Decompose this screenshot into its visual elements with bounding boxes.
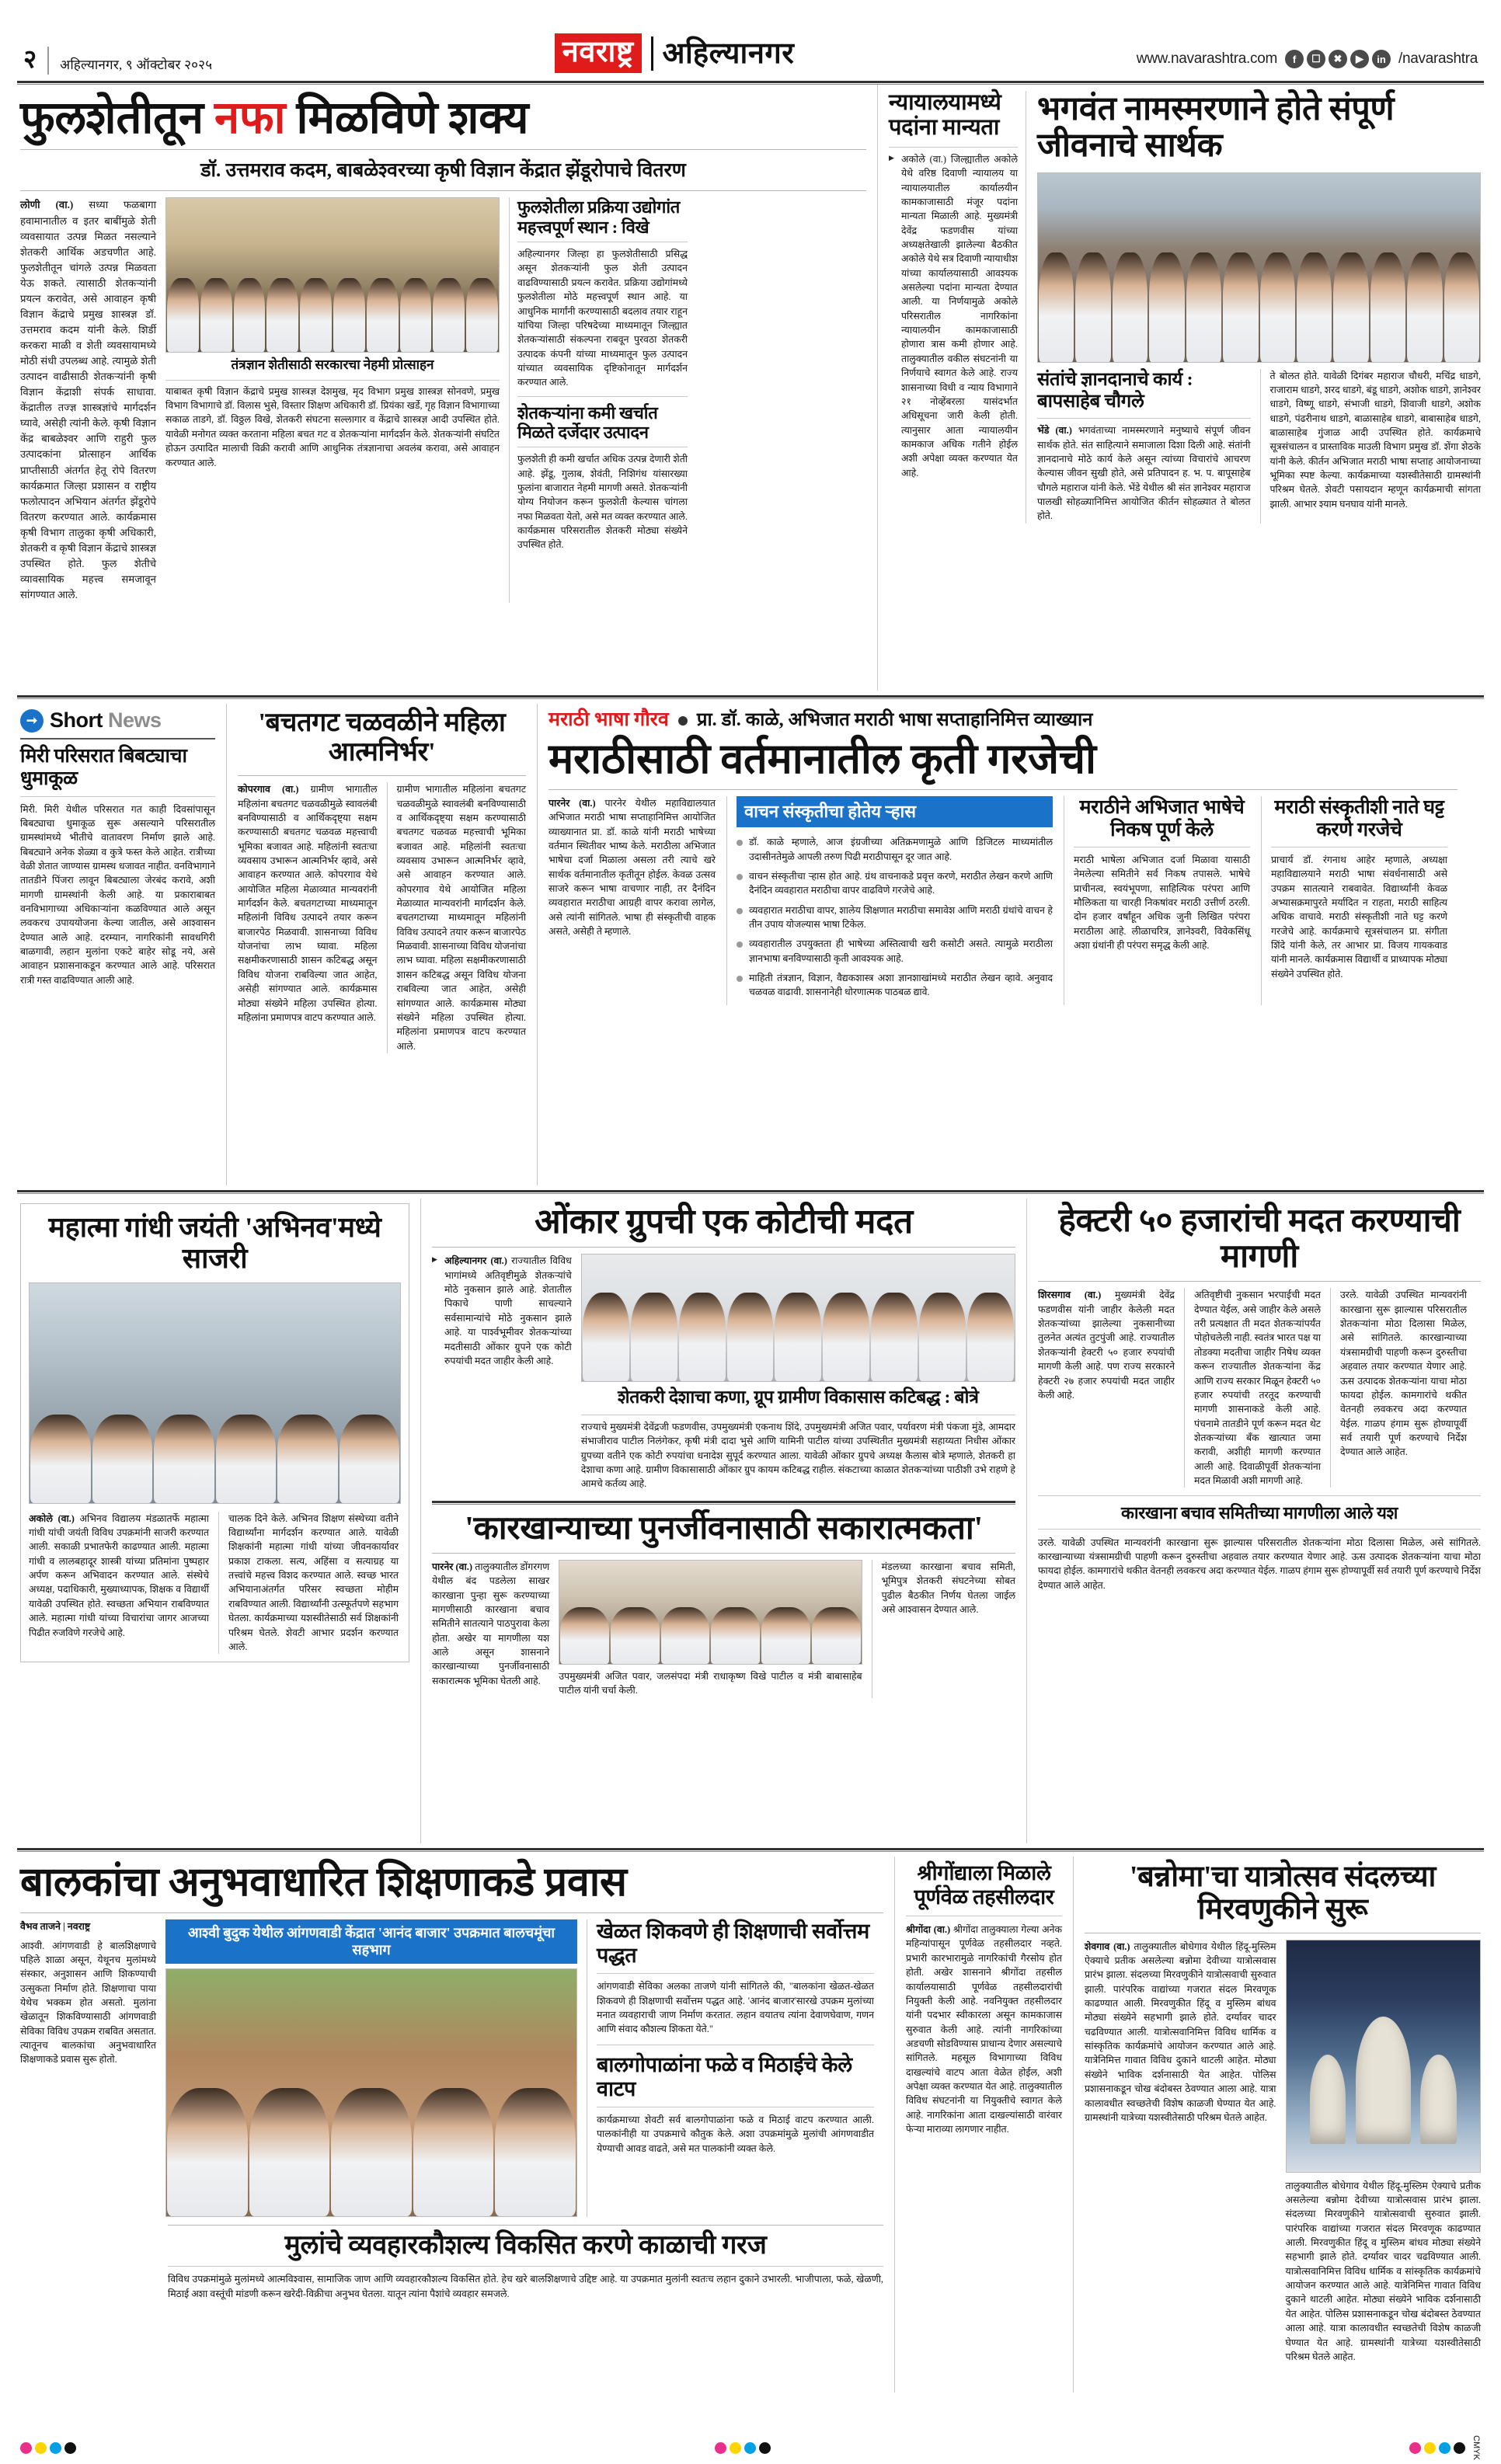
omkar-intro-col [432,1254,572,1491]
omkar-photo-caption: शेतकरी देशाचा कणा, ग्रूप ग्रामीण विकासास कटिबद्ध : बोत्रे [618,1387,979,1408]
children-bottom [20,2230,883,2301]
lead-photo-caption: तंत्रज्ञान शेतीसाठी सरकारचा नेहमी प्रोत्साहन [231,357,434,373]
hectare-body-row [1038,1288,1481,1488]
lead-body-row [20,197,866,603]
bachatgat-body [238,782,378,1025]
instagram-icon[interactable]: ☐ [1307,50,1325,68]
marathi-mid-body: मराठी भाषेला अभिजात दर्जा मिळावा यासाठी नेमलेल्या समितीने सर्व निकष तपासले. भाषेचे प्राचीनत्व, स्वयंभूपणा, साहित्यिक परंपरा आणि मौलिकता या चारही निकषांवर मराठी उत्तीर्ण ठरली. दोन हजार वर्षांहून अधिक जुनी लिखित परंपरा मराठीला आहे. लीळाचरित्र, ज्ञानेश्वरी, विवेकसिंधू अशा ग्रंथांनी ही परंपरा समृद्ध केली आहे. [1074,854,1250,951]
short-news-headline: मिरी परिसरात बिबट्याचा धुमाकूळ [20,746,187,789]
marathi-mid-col [1064,796,1250,1005]
omkar-bullet [432,1254,572,1368]
karkhana-subhead: कारखाना बचाव समितीच्या मागणीला आले यश [1120,1503,1398,1523]
top-right-section [878,85,1484,691]
lead-headline-p2: मिळविणे शक्य [285,92,529,143]
gandhi-photo-figures [30,1415,400,1502]
page-footer [0,2431,1501,2464]
masthead-left [23,47,212,75]
lead-photo-col [165,197,500,603]
hectare-body-2: अतिवृष्टीची नुकसान भरपाईची मदत देण्यात येईल, असे जाहीर केले असले तरी प्रत्यक्षात ती मदत शेतकऱ्यांपर्यंत पोहोचलेली नाही. स्वतंत्र भारत पक्ष या तोडक्या मदतीचा जाहीर निषेध व्यक्त करून राज्यातील शेतकऱ्यांना केंद्र आणि राज्य सरकार मिळून हेक्टरी ५० हजार रुपयांची तरतूद करण्याची मागणी शासनाकडे केली आहे. पंचनामे तातडीने पूर्ण करून मदत थेट शेतकऱ्यांच्या बँक खात्यात जमा करावी, अशीही मागणी करण्यात आली आहे. दिवाळीपूर्वी शेतकऱ्यांना मदत मिळावी अशी मागणी आहे. [1194,1289,1321,1487]
lead-col-1 [20,197,156,603]
bachatgat-body-row [238,782,526,1053]
lead-sidebar [509,197,695,603]
cmyk-label: CMYK [1471,2435,1481,2460]
shrigonda-headline: श्रीगोंद्याला मिळाले पूर्णवेळ तहसीलदार [914,1861,1054,1909]
gandhi-col-2 [218,1512,399,1655]
children-body-row [20,1919,883,2217]
section-rule-2 [17,1190,1484,1194]
court-story [889,91,1026,524]
brand-name-red: नवराष्ट्र [555,33,642,73]
masthead-logo[interactable] [555,33,795,75]
marathi-bullets-col [726,796,1053,1005]
court-body: ▶ अकोले (वा.) जिल्ह्यातील अकोले येथे वरिष्ठ दिवाणी न्यायालय या न्यायालयातील कार्यालयीन कामकाजासाठी मंजूर पदांना मान्यता मिळाली आहे. मुख्यमंत्री देवेंद्र फडणवीस यांच्या अध्यक्षतेखाली झालेल्या बैठकीत अकोले येथे सत्र दिवाणी न्यायाधीश यांच्या कार्यालयासाठी आवश्यक असलेल्या पदांना मान्यता देण्यात आली. या निर्णयामुळे अकोले परिसरातील नागरिकांना न्यायालयीन कामकाजासाठी होणारा त्रास कमी होणार आहे. तालुक्यातील वकील संघटनांनी या निर्णयाचे स्वागत केले आहे. राज्य शासनाच्या विधी व न्याय विभागाने २१ नोव्हेंबरला यासंदर्भात अधिसूचना जारी केली होती. त्यानुसार आता न्यायालयीन कामकाज अधिक गतीने होईल अशी अपेक्षा व्यक्त करण्यात येत आहे. [889,152,1018,480]
youtube-icon[interactable]: ▶ [1350,50,1369,68]
hectare-dateline: शिरसगाव (वा.) [1038,1289,1102,1301]
marathi-kicker-row [549,708,1457,732]
omkar-caption-body: राज्याचे मुख्यमंत्री देवेंद्रजी फडणवीस, उपमुख्यमंत्री एकनाथ शिंदे, उपमुख्यमंत्री अजित पवार, पर्यावरण मंत्री पंकजा मुंडे, आमदार संभाजीराव पाटील निलंगेकर, कृषी मंत्री दादा भुसे आणि यामिनी पाटील यांच्या उपस्थितीत मुख्यमंत्री सहाय्यता निधीस ओंकार ग्रुपच्या वतीने एक कोटी रुपयांचा धनादेश सुपूर्द करण्यात आला. यावेळी ओंकार ग्रुपचे अध्यक्ष कैलास बोत्रे म्हणाले, शेतकरी हा देशाचा कणा आहे. ग्रामीण विकासासाठी ओंकार ग्रुप कायम कटिबद्ध राहील. संकटाच्या काळात शेतकऱ्यांच्या पाठीशी उभे राहणे हे आमचे कर्तव्य आहे. [580,1421,1015,1490]
gandhi-col-1 [29,1512,209,1655]
bhagwant-body-left-text: भगवंताच्या नामस्मरणाने मनुष्याचे संपूर्ण जीवन सार्थक होते. संत साहित्याने समाजाला दिशा दिली आहे. संतांनी ज्ञानदानाचे मोठे कार्य केले असून त्यांच्या विचारांचे आचरण केल्यास जीवन सुखी होते, असे प्रतिपादन ह. भ. प. बापूसाहेब चौगले महाराज यांनी केले. भेंडे येथील श्री संत ज्ञानेश्वर महाराज पालखी सोहळ्यानिमित्त आयोजित कीर्तन सोहळ्यात ते बोलत होते. [1037,425,1251,522]
shrigonda-body-text: श्रीगोंदा तालुक्याला गेल्या अनेक महिन्यांपासून पूर्णवेळ तहसीलदार नव्हते. प्रभारी कारभारामुळे नागरिकांची गैरसोय होत होती. अखेर शासनाने श्रीगोंदा तहसील कार्यालयासाठी पूर्णवेळ तहसीलदारांची नियुक्ती केली आहे. नवनियुक्त तहसीलदार यांनी पदभार स्वीकारला असून कामकाजास सुरुवात केली आहे. त्यांनी नागरिकांच्या अडचणी सोडविण्यास प्राधान्य देणार असल्याचे सांगितले. महसूल विभागाच्या विविध दाखल्यांचे वाटप आता वेळेत होईल, अशी अपेक्षा व्यक्त करण्यात येत आहे. तालुक्यातील विविध संघटनांनी या नियुक्तीचे स्वागत केले आहे. नागरिकांना आता दाखल्यांसाठी वारंवार फेऱ्या माराव्या लागणार नाहीत. [906,1924,1062,2135]
hectare-col-2 [1184,1288,1321,1488]
gandhi-body-right: चालक दिने केले. अभिनव शिक्षण संस्थेच्या वतीने विद्यार्थ्यांना मार्गदर्शन करण्यात आले. यावेळी शिक्षकांनी महात्मा गांधी यांच्या जीवनकार्यावर प्रकाश टाकला. सत्य, अहिंसा व सत्याग्रह या तत्त्वांचे महत्त्व विशद करण्यात आले. स्वच्छ भारत अभियानाअंतर्गत परिसर स्वच्छता मोहीम राबविण्यात आली. विद्यार्थ्यांनी उत्स्फूर्तपणे सहभाग घेतला. कार्यक्रमाच्या यशस्वीतेसाठी सर्व शिक्षकांनी परिश्रम घेतले. शेवटी आभार प्रदर्शन करण्यात आले. [228,1512,399,1652]
omkar-block [421,1199,1027,1843]
bhagwant-headline: भगवंत नामस्मरणाने होते संपूर्ण जीवनाचे सार्थक [1037,91,1395,165]
lead-subhead: डॉ. उत्तमराव कदम, बाबळेश्वरच्या कृषी विज्ञान केंद्रात झेंडूरोपाचे वितरण [200,160,686,182]
shrigonda-dateline: श्रीगोंदा (वा.) [906,1924,951,1936]
gandhi-body-row [29,1512,401,1655]
lead-headline-red: नफा [214,92,286,143]
marathi-bullet-list [737,835,1053,1000]
lead-dateline: लोणी (वा.) [20,199,74,211]
bachatgat-body-text: ग्रामीण भागातील महिलांना बचतगट चळवळीमुळे स्वावलंबी बनविण्यासाठी व आर्थिकदृष्ट्या सक्षम करण्यासाठी बचतगट चळवळ महत्त्वाची भूमिका बजावत आहे. महिलांनी स्वतःचा व्यवसाय उभारून आत्मनिर्भर व्हावे, असे आवाहन करण्यात आले. कोपरगाव येथे आयोजित महिला मेळाव्यात मान्यवरांनी मार्गदर्शन केले. बचतगटाच्या माध्यमातून महिलांनी विविध उत्पादने तयार करून बाजारपेठ मिळवावी. शासनाच्या विविध योजनांचा लाभ घ्यावा. महिला सक्षमीकरणासाठी शासन कटिबद्ध असून विविध योजना राबविल्या जात आहेत, असेही सांगण्यात आले. कार्यक्रमास मोठ्या संख्येने महिला उपस्थित होत्या. महिलांना प्रमाणपत्र वाटप करण्यात आले. [238,784,378,1023]
karkhana-dateline: पारनेर (वा.) [432,1561,472,1572]
children-photo-figures [166,2088,576,2216]
karkhana-body-row [432,1560,1015,1698]
karkhana-photo [559,1560,862,1665]
children-mid-body-2: कार्यक्रमाच्या शेवटी सर्व बालगोपाळांना फळे व मिठाई वाटप करण्यात आली. पालकांनीही या उपक्रमाचे कौतुक केले. अशा उपक्रमांमुळे मुलांची आंगणवाडीत येण्याची आवड वाढते, असे मत पालकांनी व्यक्त केले. [597,2114,874,2154]
lead-sidebar-body-2: फुलशेती ही कमी खर्चात अधिक उत्पन्न देणारी शेती आहे. झेंडू, गुलाब, शेवंती, निशिगंध यांसारख्या फुलांना बाजारात नेहमी मागणी असते. शेतकऱ्यांनी योग्य नियोजन करून फुलशेती केल्यास चांगला नफा मिळवता येतो, असे मत व्यक्त करण्यात आले. कार्यक्रमास परिसरातील शेतकरी मोठ्या संख्येने उपस्थित होते. [517,454,688,551]
court-headline: न्यायालयामध्ये पदांना मान्यता [889,90,1001,140]
dargah-domes-icon [1301,2017,1464,2144]
short-news-brand: Short News [50,708,162,732]
bannoma-dateline: शेवगाव (वा.) [1085,1940,1130,1952]
short-news-body: मिरी. मिरी येथील परिसरात गत काही दिवसांपासून बिबट्याचा धुमाकूळ सुरू असल्याने परिसरातील ग्रामस्थांमध्ये भीतीचे वातावरण निर्माण झाले आहे. बिबट्याने अनेक शेळ्या व कुत्रे फस्त केले आहेत. रात्रीच्या वेळी शेतात जाण्यास ग्रामस्थ धजावत नाहीत. वनविभागाने तातडीने पिंजरा लावून बिबट्याला जेरबंद करावे, अशी मागणी ग्रामस्थांनी केली आहे. या प्रकाराबाबत वनविभागाच्या अधिकाऱ्यांना कळविण्यात आले असून लवकरच उपाययोजना केल्या जातील, असे आश्वासन देण्यात आले आहे. दरम्यान, नागरिकांनी सावधगिरी बाळगावी, लहान मुलांना एकटे बाहेर सोडू नये, असे आवाहन प्रशासनाकडून करण्यात आले आहे. परिसरात रात्री गस्त वाढविण्यात आली आहे. [20,803,215,986]
marathi-body-left [549,796,716,939]
lead-headline [20,94,866,141]
third-section [17,1199,1484,1843]
gandhi-dateline: अकोले (वा.) [29,1512,75,1524]
masthead-divider [47,47,49,75]
hectare-col-1 [1038,1288,1175,1488]
bannoma-text-col [1085,1940,1276,2365]
cmyk-dots-left [20,2442,76,2454]
x-twitter-icon[interactable]: ✖ [1329,50,1347,68]
omkar-dateline: अहिल्यानगर (वा.) [444,1255,507,1267]
facebook-icon[interactable]: f [1285,50,1304,68]
shrigonda-body [906,1923,1062,2136]
marathi-right-headline: मराठी संस्कृतीशी नाते घट्ट करणे गरजेचे [1274,796,1444,840]
children-col-1 [20,1919,156,2217]
short-news-header [20,708,215,733]
brand-separator [651,37,653,71]
karkhana-headline: 'कारखान्याच्या पुनर्जीवनासाठी सकारात्मकता' [465,1510,983,1547]
bannoma-body [1085,1940,1276,2125]
top-section [17,85,1484,691]
bachatgat-body-2: ग्रामीण भागातील महिलांना बचतगट चळवळीमुळे स्वावलंबी बनविण्यासाठी व आर्थिकदृष्ट्या सक्षम करण्यासाठी बचतगट चळवळ महत्त्वाची भूमिका बजावत आहे. महिलांनी स्वतःचा व्यवसाय उभारून आत्मनिर्भर व्हावे, असे आवाहन करण्यात आले. कोपरगाव येथे आयोजित महिला मेळाव्यात मान्यवरांनी मार्गदर्शन केले. बचतगटाच्या माध्यमातून महिलांनी विविध उत्पादने तयार करून बाजारपेठ मिळवावी. शासनाच्या विविध योजनांचा लाभ घ्यावा. महिला सक्षमीकरणासाठी शासन कटिबद्ध असून विविध योजना राबविल्या जात आहेत, असेही सांगण्यात आले. कार्यक्रमास मोठ्या संख्येने महिला उपस्थित होत्या. महिलांना प्रमाणपत्र वाटप करण्यात आले. [396,784,526,1052]
bannoma-photo [1286,1940,1481,2173]
children-body-left: आश्वी. आंगणवाडी हे बालशिक्षणाचे पहिले शाळा असून, येथूनच मुलांमध्ये संस्कार, अनुशासन आणि शिकण्याची उत्सुकता निर्माण होते. शिक्षणाचा पाया येथेच भक्कम होत असतो. मुलांना खेळातून शिकविण्यासाठी आंगणवाडी सेविका विविध उपक्रम राबवित असतात. त्यातूनच बालकांचा अनुभवाधारित शिक्षणाकडे प्रवास सुरू होतो. [20,1940,156,2066]
hectare-body-1 [1038,1288,1175,1402]
karkhana-body-right: उरले. यावेळी उपस्थित मान्यवरांनी कारखाना सुरू झाल्यास परिसरातील शेतकऱ्यांना मोठा दिलासा मिळेल, असे सांगितले. कारखान्याच्या यंत्रसामग्रीची पाहणी करून दुरुस्तीचा अहवाल तयार करण्यात येणार आहे. ऊस उत्पादक शेतकऱ्यांना याचा मोठा फायदा होईल. कामगारांचे थकीत वेतनही लवकरच अदा करण्यात येईल. गाळप हंगाम सुरू होण्यापूर्वी सर्व तयारी पूर्ण करण्याचे निर्देश देण्यात आले आहेत. [1038,1537,1481,1591]
karkhana-photo-col [559,1560,862,1698]
masthead [17,17,1484,78]
hectare-body-1-text: मुख्यमंत्री देवेंद्र फडणवीस यांनी जाहीर केलेली मदत शेतकऱ्यांच्या झालेल्या नुकसानीच्या तुलनेत अत्यंत तुटपुंजी आहे. राज्यातील शेतकऱ्यांनी हेक्टरी ५० हजार रुपयांची मागणी केली आहे. पण राज्य सरकारने हेक्टरी २७ हजार रुपयांची मदत जाहीर केली आहे. [1038,1289,1175,1401]
karkhana-body-left-text: तालुक्यातील डोंगरगण येथील बंद पडलेला साखर कारखाना पुन्हा सुरू करण्याच्या मागणीसाठी कारखाना बचाव समितीने सातत्याने पाठपुरावा केला होता. अखेर या मागणीला यश आले असून शासनाने कारखान्याच्या पुनर्जीवनासाठी सकारात्मक भूमिका घेतली आहे. [432,1561,550,1686]
omkar-headline: ओंकार ग्रुपची एक कोटीची मदत [535,1202,913,1241]
brand-edition: अहिल्यानगर [662,37,795,70]
top-right-row [889,91,1481,524]
gandhi-body-left-text: अभिनव विद्यालय मंडळातर्फे महात्मा गांधी यांची जयंती विविध उपक्रमांनी साजरी करण्यात आली. सकाळी प्रभातफेरी काढण्यात आली. महात्मा गांधी व लालबहादूर शास्त्री यांच्या प्रतिमांना पुष्पहार अर्पण करून अभिवादन करण्यात आले. संस्थेचे अध्यक्ष, पदाधिकारी, मुख्याध्यापक, शिक्षक व विद्यार्थी यावेळी उपस्थित होते. स्वच्छता अभियान राबविण्यात आले. महात्मा गांधी यांच्या विचारांचा जागर आजच्या पिढीत रुजविणे गरजेचे आहे. [29,1512,209,1638]
bhagwant-dateline: भेंडे (वा.) [1037,425,1072,437]
section-rule-1 [17,695,1484,699]
lead-body-text [20,197,156,603]
court-bullet-list [889,152,1026,480]
children-block [17,1857,895,2393]
page-number: २ [23,46,37,74]
bannoma-headline: 'बन्नोमा'चा यात्रोत्सव संदलच्या मिरवणुकीने सुरू [1129,1860,1437,1926]
bannoma-body-row [1085,1940,1481,2365]
marathi-kicker-red: मराठी भाषा गौरव [549,709,669,730]
marathi-dateline: पारनेर (वा.) [549,797,596,809]
gandhi-block [17,1199,421,1843]
gandhi-headline: महात्मा गांधी जयंती 'अभिनव'मध्ये साजरी [48,1212,381,1275]
section-rule-3 [17,1848,1484,1852]
omkar-photo-col [581,1254,1015,1491]
marathi-col-1 [549,796,716,1005]
marathi-gaurav-block [538,704,1461,1185]
omkar-photo [581,1254,1015,1382]
children-bottom-body: विविध उपक्रमांमुळे मुलांमध्ये आत्मविश्वास, सामाजिक जाण आणि व्यवहारकौशल्य विकसित होते. हेच खरे बालशिक्षणाचे उद्दिष्ट आहे. या उपक्रमात मुलांनी स्वतःच लहान दुकाने उभारली. भाजीपाला, फळे, खेळणी, मिठाई अशा वस्तूंची मांडणी करून खरेदी-विक्रीचा अनुभव घेतला. यातून त्यांना पैशांचे व्यवहार समजले. [168,2274,883,2299]
short-news-block [17,704,227,1185]
karkhana-col-1 [432,1560,549,1698]
marathi-bullet-4: व्यवहारातील उपयुक्तता ही भाषेच्या अस्तित्वाची खरी कसोटी असते. त्यामुळे मराठीला ज्ञानभाषा बनविण्यासाठी कृती आवश्यक आहे. [737,937,1053,966]
children-blue-banner: आश्वी बुदुक येथील आंगणवाडी केंद्रात 'आनंद बाजार' उपक्रमात बालचमूंचा सहभाग [165,1919,577,1964]
marathi-blue-banner: वाचन संस्कृतीचा होतेय ऱ्हास [737,796,1053,827]
arrow-circle-icon: ➞ [20,709,44,733]
lead-sidebar-body-1: अहिल्यानगर जिल्हा हा फुलशेतीसाठी प्रसिद्ध असून शेतकऱ्यांनी फुल शेती उत्पादन वाढविण्यासाठी प्रयत्न करावेत. प्रक्रिया उद्योगांमध्ये फुलशेतीला मोठे महत्त्वपूर्ण स्थान आहे. या आधुनिक मार्गांनी करण्यासाठी बदलाव तयार राहून यांचिया जिल्हा परिषदेच्या माध्यमातून जिल्ह्यात शेतकऱ्यांसाठी संकल्पना राबवून पुरवठा शेतकरी उत्पादक कंपनी यांच्या माध्यमातून फुल उत्पादन यांच्यात व्यवसायिक दृष्टिकोनातून मार्गदर्शन करण्यात आले. [517,249,688,388]
lead-photo-credit-body: याबाबत कृषी विज्ञान केंद्राचे प्रमुख शास्त्रज्ञ देशमुख, मृद विभाग प्रमुख शास्त्रज्ञ सोनवणे, प्रमुख विभाग विभागाचे डॉ. विलास भुसे, विस्तार शिक्षण अधिकारी डॉ. प्रियंका खर्डे, गृह विज्ञान विभागाच्या सकाळ ताडगे, डॉ. विठ्ठल विखे, शेतकरी संघटना सल्लागार व केंद्राचे शास्त्रज्ञ आदी उपस्थित होते. यावेळी मनोगत व्यक्त करताना महिला बचत गट व शेतकऱ्यांना मार्गदर्शन केले. शेतकऱ्यांनी संघटित होऊन उत्पादित मालाची विक्री करावी आणि आधुनिक तंत्रज्ञानाचा अवलंब करावा, असे आवाहन करण्यात आले. [165,385,500,468]
cmyk-dots-right [1409,2435,1481,2460]
bhagwant-photo-figures [1038,252,1480,362]
bannoma-photo-body: तालुक्यातील बोधेगाव येथील हिंदू-मुस्लिम ऐक्याचे प्रतीक असलेल्या बन्नोमा देवीच्या यात्रोत्सवास प्रारंभ झाला. संदलच्या मिरवणुकीने यात्रोत्सवाची सुरुवात झाली. पारंपरिक वाद्यांच्या गजरात संदल मिरवणूक काढण्यात आली. मिरवणुकीत हिंदू व मुस्लिम बांधव मोठ्या संख्येने सहभागी झाले होते. दर्ग्यावर चादर चढविण्यात आली. यात्रोत्सवानिमित्त विविध धार्मिक व सांस्कृतिक कार्यक्रमांचे आयोजन करण्यात आले आहे. यात्रेनिमित्त गावात विविध दुकाने थाटली आहेत. मोठ्या संख्येने भाविक दर्शनासाठी येत आहेत. पोलिस प्रशासनाकडून चोख बंदोबस्त ठेवण्यात आला आहे. यात्रा कालावधीत स्वच्छतेची विशेष काळजी घेण्यात येत आहे. ग्रामस्थांनी यात्रेच्या यशस्वीतेसाठी परिश्रम घेतले आहेत. [1285,2180,1481,2362]
bachatgat-block [227,704,538,1185]
marathi-bullet-2: वाचन संस्कृतीचा ऱ्हास होत आहे. ग्रंथ वाचनाकडे प्रवृत्त करणे, मराठीत लेखन करणे आणि दैनंदिन व्यवहारात मराठीचा वापर वाढविणे गरजेचे आहे. [737,869,1053,898]
gandhi-body-left [29,1512,209,1640]
children-headline: बालकांचा अनुभवाधारित शिक्षणाकडे प्रवास [20,1860,627,1905]
social-handle: /navarashtra [1398,50,1478,67]
lead-photo-figures [166,278,499,352]
gandhi-photo [29,1282,401,1504]
bhagwant-body-left [1037,423,1251,524]
bannoma-photo-col [1286,1940,1481,2365]
lead-photo [165,197,500,353]
marathi-bullet-3: व्यवहारात मराठीचा वापर, शालेय शिक्षणात मराठीचा समावेश आणि मराठी ग्रंथांचे वाचन हे तीन उपाय योजल्यास भाषा टिकेल. [737,903,1053,932]
marathi-bullet-5: माहिती तंत्रज्ञान, विज्ञान, वैद्यकशास्त्र अशा ज्ञानशाखांमध्ये मराठीत लेखन व्हावे. अनुवाद चळवळ वाढावी. शासनानेही धोरणात्मक पाठबळ द्यावे. [737,971,1053,1000]
bhagwant-body-right-col [1260,369,1481,524]
marathi-mid-headline: मराठीने अभिजात भाषेचे निकष पूर्ण केले [1079,796,1245,840]
hectare-col-3 [1330,1288,1467,1488]
marathi-body-left-text: पारनेर येथील महाविद्यालयात अभिजात मराठी भाषा सप्ताहानिमित्त आयोजित व्याख्यानात प्रा. डॉ. काळे यांनी मराठी भाषेच्या वर्तमान स्थितीवर भाष्य केले. मराठीला अभिजात भाषेचा दर्जा मिळाला असला तरी त्याचे खरे सार्थक वर्तमानातील कृतीतून होईल. केवळ उत्सव साजरे करून भाषा वाचणार नाही, तर दैनंदिन व्यवहारात मराठीचा आग्रही वापर करावा लागेल, असे त्यांनी सांगितले. भाषा ही संस्कृतीची वाहक असते, असेही ते म्हणाले. [549,797,716,938]
omkar-intro-text: राज्यातील विविध भागांमध्ये अतिवृष्टीमुळे शेतकऱ्यांचे मोठे नुकसान झाले आहे. शेतातील पिकाचे पाणी साचल्याने सर्वसामान्यांचे मोठे नुकसान झाले आहे. या पार्श्वभूमीवर शेतकऱ्यांच्या मदतीसाठी ओंकार ग्रुपने एक कोटी रुपयांची मदत जाहीर केली आहे. [444,1255,572,1366]
social-links [1285,50,1391,68]
bhagwant-photo-caption: संतांचे ज्ञानदानाचे कार्य : बापसाहेब चौगले [1037,369,1193,412]
marathi-body-row [549,796,1457,1005]
lead-story [17,85,878,691]
bachatgat-col-2 [387,782,527,1053]
masthead-right [1137,50,1478,75]
children-byline: वैभव ताजने | नवराष्ट्र [20,1921,91,1933]
omkar-photo-figures [582,1293,1015,1381]
marathi-right-body: प्राचार्य डॉ. रंगनाथ आहेर म्हणाले, अध्यक्षा महाविद्यालयाने मराठी भाषा संवर्धनासाठी असे उपक्रम सातत्याने राबवावेत. विद्यार्थ्यांनी केवळ अभ्यासक्रमापुरते मर्यादित न राहता, मराठी साहित्य अधिक वाचावे. मराठी संस्कृतीशी नाते घट्ट करणे गरजेचे आहे. कार्यक्रमाचे सूत्रसंचालन प्रा. संगीता शिंदे यांनी केले, तर आभार प्रा. विजय गायकवाड यांनी मानले. कार्यक्रमास विद्यार्थी व प्राध्यापक मोठ्या संख्येने उपस्थित होते. [1271,854,1447,980]
children-photo-col [165,1919,577,2217]
children-photo [165,1968,577,2217]
bullet-dot-icon [678,716,688,726]
children-mid-col [587,1919,874,2217]
bhagwant-text-row [1037,369,1481,524]
lead-sidebar-heading-1: फुलशेतीला प्रक्रिया उद्योगांत महत्त्वपूर्ण स्थान : विखे [517,197,681,237]
marathi-right-col [1261,796,1447,1005]
cmyk-dots-center [715,2442,771,2454]
bottom-section [17,1857,1484,2393]
marathi-headline: मराठीसाठी वर्तमानातील कृती गरजेची [549,735,1096,782]
children-mid-headline: खेळत शिकवणे ही शिक्षणाची सर्वोत्तम पद्धत [597,1919,869,1968]
bhagwant-body-right: ते बोलत होते. यावेळी दिगंबर महाराज चौधरी, मचिंद्र धाडगे, राजाराम धाडगे, शरद धाडगे, बंडू धाडगे, अशोक धाडगे, ज्ञानेश्वर धाडगे, विष्णू धाडगे, संभाजी धाडगे, शिवाजी धाडगे, अशोक धाडगे, पंढरीनाथ धाडगे, बाळासाहेब धाडगे, बाबासाहेब धाडगे, बाळासाहेब गुंजाळ आदी उपस्थित होते. कार्यक्रमाचे सूत्रसंचालन व प्रास्ताविक माउली विभाग प्रमुख डॉ. शेंगा शेठके यांनी केले. कीर्तन अभिजात मराठी भाषा सप्ताह आयोजनाच्या भूमिका स्पष्ट केल्या. कार्यक्रमाच्या यशस्वीतेसाठी ग्रामस्थांनी परिश्रम घेतले. शेवटी पसायदान म्हणून कार्यक्रमाची सांगता झाली. आभार श्याम घनघाव यांनी मानले. [1269,370,1481,510]
karkhana-photo-figures [559,1607,861,1664]
omkar-body-row [432,1254,1015,1491]
karkhana-body-left [432,1560,549,1688]
bhagwant-story [1026,91,1481,524]
bachatgat-col-1 [238,782,378,1053]
lead-headline-p1: फुलशेतीतून [20,92,214,143]
bannoma-block [1074,1857,1484,2393]
children-mid-headline-2: बालगोपाळांना फळे व मिठाईचे केले वाटप [597,2052,852,2100]
karkhana-col-3 [872,1560,1015,1698]
hectare-headline: हेक्टरी ५० हजारांची मदत करण्याची मागणी [1058,1203,1461,1276]
karkhana-body-mid: मंडलच्या कारखाना बचाव समिती, भूमिपुत्र शेतकरी संघटनेच्या सोबत पुढील बैठकीत निर्णय घेतला जाईल असे आश्वासन देण्यात आले. [881,1561,1015,1616]
hectare-body-3: उरले. यावेळी उपस्थित मान्यवरांनी कारखाना सुरू झाल्यास परिसरातील शेतकऱ्यांना मोठा दिलासा मिळेल, असे सांगितले. कारखान्याच्या यंत्रसामग्रीची पाहणी करून दुरुस्तीचा अहवाल तयार करण्यात येणार आहे. ऊस उत्पादक शेतकऱ्यांना याचा मोठा फायदा होईल. कामगारांचे थकीत वेतनही लवकरच अदा करण्यात येईल. गाळप हंगाम सुरू होण्यापूर्वी सर्व तयारी पूर्ण करण्याचे निर्देश देण्यात आले आहेत. [1340,1289,1467,1458]
children-mid-body: आंगणवाडी सेविका अलका ताजणे यांनी सांगितले की, "बालकांना खेळत-खेळत शिकवणे ही शिक्षणाची सर्वोत्तम पद्धत आहे. 'आनंद बाजार'सारखे उपक्रम मुलांच्या मनात व्यवहाराची जाण निर्माण करतात. लहान वयातच त्यांना देवाणघेवाण, गणन आणि संवाद कौशल्य शिकता येते." [597,1981,874,2035]
bhagwant-caption-col [1037,369,1251,524]
karkhana-rule [432,1501,1015,1505]
middle-section [17,704,1484,1185]
website-url[interactable]: www.navarashtra.com [1136,50,1277,67]
marathi-bullet-1: डॉ. काळे म्हणाले, आज इंग्रजीच्या अतिक्रमणामुळे आणि डिजिटल माध्यमांतील उदासीनतेमुळे आपली तरुण पिढी मराठीपासून दूर जात आहे. [737,835,1053,864]
karkhana-caption: उपमुख्यमंत्री अजित पवार, जलसंपदा मंत्री राधाकृष्ण विखे पाटील व मंत्री बाबासाहेब पाटील यांनी चर्चा केली. [559,1670,862,1697]
bachatgat-headline: 'बचतगट चळवळीने महिला आत्मनिर्भर' [258,708,506,767]
hectare-block [1027,1199,1484,1843]
bannoma-body-text: तालुक्यातील बोधेगाव येथील हिंदू-मुस्लिम ऐक्याचे प्रतीक असलेल्या बन्नोमा देवीच्या यात्रोत्सवास प्रारंभ झाला. संदलच्या मिरवणुकीने यात्रोत्सवाची सुरुवात झाली. पारंपरिक वाद्यांच्या गजरात संदल मिरवणूक काढण्यात आली. मिरवणुकीत हिंदू व मुस्लिम बांधव मोठ्या संख्येने सहभागी झाले होते. दर्ग्यावर चादर चढविण्यात आली. यात्रोत्सवानिमित्त विविध धार्मिक व सांस्कृतिक कार्यक्रमांचे आयोजन करण्यात आले आहे. यात्रेनिमित्त गावात विविध दुकाने थाटली आहेत. मोठ्या संख्येने भाविक दर्शनासाठी येत आहेत. पोलिस प्रशासनाकडून चोख बंदोबस्त ठेवण्यात आला आहे. यात्रा कालावधीत स्वच्छतेची विशेष काळजी घेण्यात येत आहे. ग्रामस्थांनी यात्रेच्या यशस्वीतेसाठी परिश्रम घेतले आहेत. [1085,1940,1276,2123]
shrigonda-block [895,1857,1074,2393]
linkedin-icon[interactable]: in [1372,50,1391,68]
edition-date: अहिल्यानगर, ९ ऑक्टोबर २०२५ [60,57,213,72]
children-bottom-headline: मुलांचे व्यवहारकौशल्य विकसित करणे काळाची गरज [284,2231,767,2260]
marathi-kicker-black: प्रा. डॉ. काळे, अभिजात मराठी भाषा सप्ताहानिमित्त व्याख्यान [696,710,1093,730]
lead-sidebar-heading-2: शेतकऱ्यांना कमी खर्चात मिळते दर्जेदार उत्पादन [517,402,658,442]
bachatgat-dateline: कोपरगाव (वा.) [238,784,299,795]
bhagwant-photo [1037,172,1481,363]
omkar-intro [432,1254,572,1368]
lead-body: सध्या फळबागा हवामानातील व इतर बाबींमुळे शेती व्यवसायात उत्पन्न मिळत नसल्याने शेतकरी आर्थिक अडचणीत आहे. फुलशेतीतून चांगले उत्पन्न मिळवता येऊ शकते. त्यासाठी शेतकऱ्यांनी प्रयत्न करावेत, असे आवाहन कृषी विज्ञान केंद्राचे प्रमुख शास्त्रज्ञ डॉ. उत्तमराव कदम यांनी केले. शिर्डी करकरा माळी व शेती व्यवसायामध्ये मोठी संधी उपलब्ध आहे. त्यामुळे शेती उत्पादन वाढीसाठी शेतकऱ्यांनी कृषी विज्ञान केंद्राशी संपर्क साधावा. केंद्रातील तज्ज्ञ शास्त्रज्ञांचे मार्गदर्शन घ्यावे, असेही त्यांनी केले. कृषी विज्ञान केंद्र बाबळेश्वर आणि राहुरी फुल उत्पादकांना प्रोत्साहन आर्थिक प्राप्तीसाठी अंतर्गत हेतू रोपे वितरण कार्यक्रमात जिल्हा प्रशासन व राष्ट्रीय फलोत्पादन अभियान अंतर्गत झेंडूरोपे वितरण करण्यात आले. कार्यक्रमास कृषी विभाग तालुका कृषी अधिकारी, शेतकरी व कृषी विज्ञान केंद्राचे शास्त्रज्ञ उपस्थित होते. फुल शेतीचे व्यावसायिक महत्त्व समजावून सांगण्यात आले. [20,199,156,601]
